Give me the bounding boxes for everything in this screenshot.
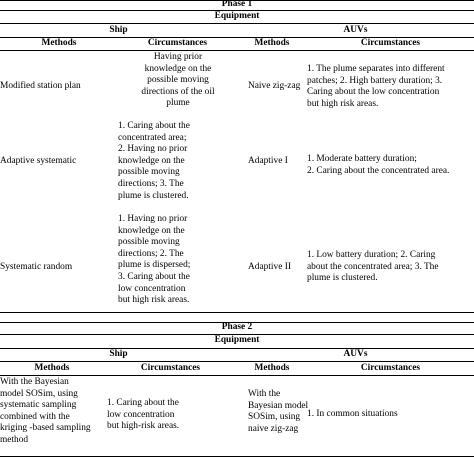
ship-method-cell: Adaptive systematic: [0, 156, 77, 166]
phase1-equipment-label: Equipment: [214, 11, 260, 21]
phase2-header-rule: [0, 375, 474, 376]
text-line: patches; 2. High battery duration; 3.: [307, 75, 443, 86]
text-line: but high-risk areas.: [107, 421, 180, 432]
phase1-auvs-label: AUVs: [343, 25, 368, 35]
header-rule: [0, 50, 474, 51]
text-line: systematic sampling: [0, 400, 77, 411]
text-line: knowledge on the: [144, 63, 212, 74]
text-line: 1. Caring about the: [118, 121, 190, 131]
text-line: directions of the oil: [141, 86, 215, 97]
phase2-header-methods-ship: Methods: [34, 363, 70, 373]
auv-method-cell: [248, 389, 308, 435]
text-line: combined with the: [0, 411, 70, 422]
ship-method-cell: Modified station plan: [0, 81, 81, 91]
phase1-header-circumstances-auv: Circumstances: [360, 38, 421, 48]
text-line: but high risk areas.: [307, 98, 379, 109]
phase1-header-circumstances-ship: Circumstances: [147, 38, 208, 48]
auv-circumstances-cell: [307, 409, 398, 421]
text-line: 2. Caring about the concentrated area.: [307, 165, 450, 176]
phase1-bottom-rule: [0, 312, 474, 313]
phase2-auvs-label: AUVs: [343, 349, 368, 359]
text-line: plume is clustered.: [307, 273, 378, 284]
phase2-header-circumstances-ship: Circumstances: [140, 363, 201, 373]
text-line: kriging -based sampling: [0, 423, 91, 434]
equipment-rule: [0, 23, 474, 24]
ship-method-cell: [0, 377, 91, 447]
text-line: With the: [248, 389, 281, 399]
text-line: but high risk areas.: [118, 295, 190, 306]
phase2-ship-auv-rule: [0, 361, 474, 362]
auv-circumstances-cell: [307, 154, 449, 177]
phase1-ship-label: Ship: [109, 25, 128, 35]
ship-method-cell: Systematic random: [0, 262, 73, 272]
text-line: SOSim, using: [248, 412, 301, 423]
ship-circumstances-cell: [118, 214, 190, 307]
auv-circumstances-cell: [307, 250, 439, 285]
text-line: 3. Caring about the: [118, 271, 190, 282]
text-line: plume: [166, 98, 190, 109]
table-bottom-rule: [0, 456, 474, 457]
text-line: 1. In common situations: [307, 409, 398, 419]
text-line: knowledge on the: [118, 155, 185, 166]
phase2-header-circumstances-auv: Circumstances: [360, 363, 421, 373]
text-line: 1. Low battery duration; 2. Caring: [307, 250, 436, 260]
phase1-title: Phase 1: [221, 0, 253, 9]
ship-circumstances-cell: [118, 121, 190, 202]
text-line: possible moving: [118, 237, 180, 248]
auv-method-cell: Adaptive II: [248, 262, 291, 272]
text-line: low concentration: [107, 409, 175, 420]
text-line: low concentration: [118, 283, 186, 294]
text-line: concentrated area;: [118, 132, 187, 143]
text-line: Having prior: [153, 52, 203, 62]
text-line: knowledge on the: [118, 225, 185, 236]
text-line: directions; 3. The: [118, 178, 184, 189]
text-line: Bayesian model: [248, 400, 309, 411]
phase1-header-methods-auv: Methods: [254, 38, 290, 48]
phase2-header-methods-auv: Methods: [254, 363, 290, 373]
text-line: naive zig-zag: [248, 423, 299, 434]
phase1-header-methods-ship: Methods: [41, 38, 77, 48]
text-line: plume is dispersed;: [118, 260, 191, 271]
ship-circumstances-cell: [107, 398, 179, 433]
ship-circumstances-cell: [114, 52, 242, 110]
text-line: 1. Moderate battery duration;: [307, 154, 417, 164]
text-line: directions; 2. The: [118, 248, 184, 259]
phase2-ship-label: Ship: [109, 349, 128, 359]
phase2-title: Phase 2: [221, 322, 253, 332]
auv-method-cell: Naive zig-zag: [248, 81, 301, 91]
text-line: about the concentrated area; 3. The: [307, 261, 439, 272]
auv-circumstances-cell: [307, 64, 445, 110]
text-line: possible moving: [118, 167, 180, 178]
auv-method-cell: Adaptive I: [248, 156, 288, 166]
text-line: 2. Having no prior: [118, 144, 188, 155]
text-line: method: [0, 434, 29, 445]
text-line: possible moving: [147, 75, 209, 86]
text-line: 1. Caring about the: [107, 398, 179, 408]
text-line: model SOSim, using: [0, 388, 78, 399]
text-line: 1. Having no prior: [118, 214, 188, 224]
text-line: plume is clustered.: [118, 190, 189, 201]
text-line: 1. The plume separates into different: [307, 64, 445, 74]
text-line: Caring about the low concentration: [307, 87, 440, 98]
text-line: With the Bayesian: [0, 377, 69, 387]
phase2-equipment-label: Equipment: [214, 335, 260, 345]
